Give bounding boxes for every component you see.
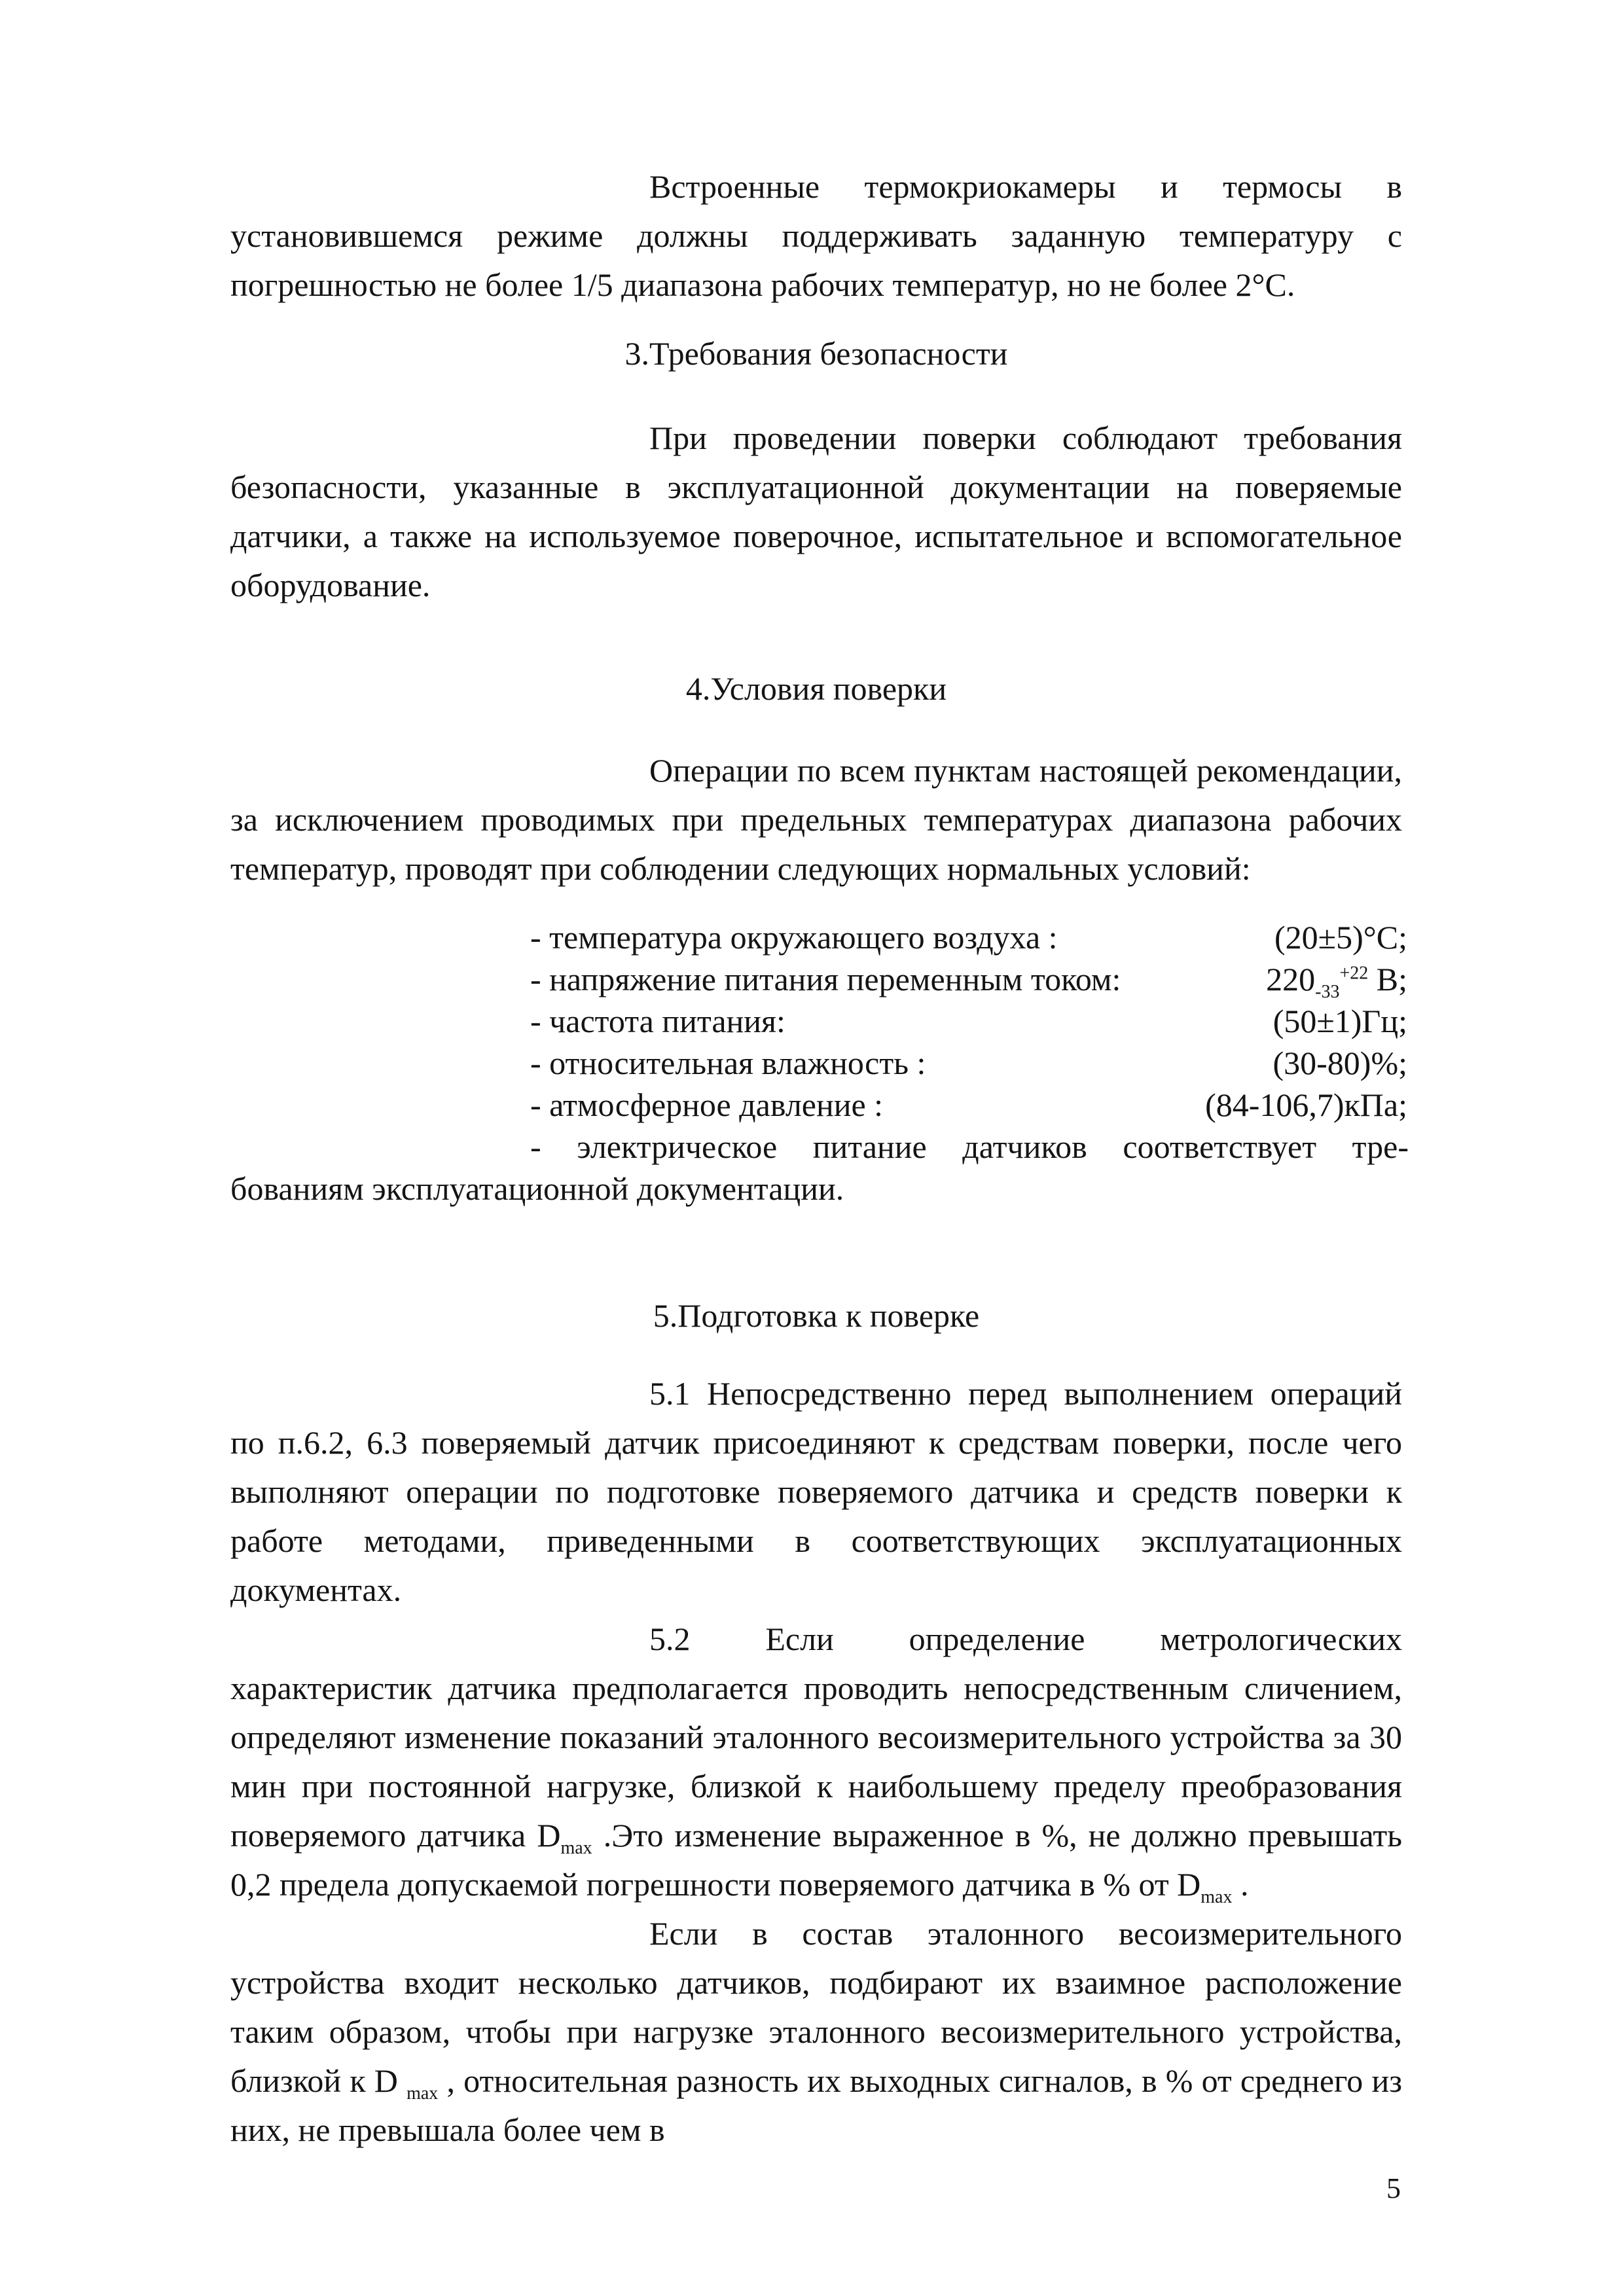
condition-last-line-1: - электрическое питание датчиков соответствует тре- [530,1128,1409,1165]
section-4-block [230,746,1402,893]
condition-value: $220_{-33}^{+22}$ В; [1266,961,1407,1002]
condition-row [530,1042,1407,1084]
condition-row [530,1084,1407,1126]
condition-row [530,1000,1407,1042]
condition-label: - относительная влажность : [530,1045,926,1081]
section-5-block [230,1369,1402,2155]
intro-block [230,162,1402,310]
section-4-text: Операции по всем пунктам настоящей рекомендации, за исключением проводимых при предельных температурах диапазона рабочих температур, проводят при соблюдении следующих нормальных условий: [230,752,1402,887]
section-5-title: 5.Подготовка к поверке [653,1297,980,1334]
conditions-list [530,916,1407,1126]
condition-last [230,1126,1409,1210]
section-4-title: 4.Условия поверки [685,670,947,707]
paragraph-5-1: 5.1 Непосредственно перед выполнением операций по п.6.2, 6.3 поверяемый датчик присоединяют к средствам поверки, после чего выполняют операции по подготовке поверяемого датчика и средств поверки к работе методами, приведенными в соответствующих эксплуатационных документах. [230,1375,1402,1608]
section-3-text: При проведении поверки соблюдают требования безопасности, указанные в эксплуатационной документации на поверяемые датчики, а также на используемое поверочное, испытательное и вспомогательное оборудование. [230,420,1402,603]
intro-paragraph: Встроенные термокриокамеры и термосы в установившемся режиме должны поддерживать заданную температуру с погрешностью не более 1/5 диапазона рабочих температур, но не более 2°C. [230,168,1402,303]
condition-value: (30-80)%; [1272,1045,1407,1081]
condition-label: - частота питания: [530,1003,785,1039]
page-number: 5 [1386,2172,1401,2204]
condition-value: (84-106,7)кПа; [1205,1086,1407,1123]
condition-label: - напряжение питания переменным током: [530,961,1121,997]
paragraph-5-3: Если в состав эталонного весоизмерительного устройства входит несколько датчиков, подбирают их взаимное расположение таким образом, чтобы при нагрузке эталонного весоизмерительного устройства, близкой к D $_{max}$ , относительная разность их выходных сигналов, в % от среднего из них, не превышала более чем в [230,1915,1402,2148]
condition-last-line-2: бованиям эксплуатационной документации. [230,1170,844,1207]
condition-value: (20±5)°C; [1274,919,1407,956]
condition-row [530,916,1407,958]
condition-value: (50±1)Гц; [1272,1003,1407,1039]
paragraph-5-2: 5.2 Если определение метрологических характеристик датчика предполагается проводить непосредственным сличением, определяют изменение показаний эталонного весоизмерительного устройства за 30 мин при постоянной нагрузке, близкой к наибольшему пределу преобразования поверяемого датчика $D_{max}$ .Это изменение выраженное в %, не должно превышать 0,2 предела допускаемой погрешности поверяемого датчика в % от $D_{max}$ . [230,1621,1403,1907]
section-3-title: 3.Требования безопасности [624,335,1008,372]
condition-label: - температура окружающего воздуха : [530,919,1058,956]
condition-label: - атмосферное давление : [530,1086,884,1123]
condition-row [530,958,1407,1000]
section-3-block [230,414,1402,610]
